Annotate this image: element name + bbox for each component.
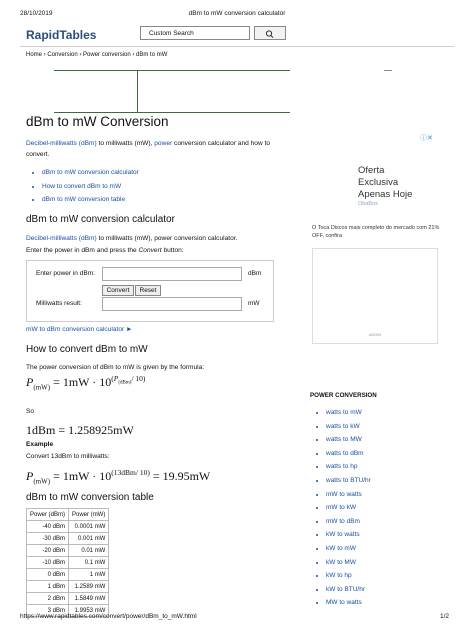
table-cell: -10 dBm — [27, 557, 69, 569]
sidebar-item-kw-to-mw[interactable]: • kW to mW — [326, 542, 371, 556]
header-divider — [20, 46, 454, 47]
input-label: Enter power in dBm: — [36, 270, 95, 277]
close-icon[interactable]: ✕ — [427, 135, 433, 142]
table-cell: -40 dBm — [27, 521, 69, 533]
reset-button[interactable]: Reset — [135, 285, 161, 296]
sidebar-item-watts-to-dbm[interactable]: • watts to dBm — [326, 447, 371, 461]
table-cell: 1.5849 mW — [69, 593, 109, 605]
sidebar-item-watts-to-mw[interactable]: • watts to mW — [326, 406, 371, 420]
toc-item-howto[interactable]: • How to convert dBm to mW — [42, 180, 139, 194]
search-input[interactable]: Custom Search — [140, 26, 250, 40]
result-unit: mW — [248, 300, 260, 307]
toc-item-calculator[interactable]: • dBm to mW conversion calculator — [42, 166, 139, 180]
table-row — [27, 545, 109, 557]
table-header-mw: Power (mW) — [69, 509, 109, 521]
calc-instr-end: button: — [161, 247, 184, 254]
ad-image[interactable] — [312, 248, 438, 344]
table-row — [27, 533, 109, 545]
table-row — [27, 593, 109, 605]
example-text: Convert 13dBm to milliwatts: — [26, 453, 110, 460]
table-cell: 0 dBm — [27, 569, 69, 581]
table-cell: 0.1 mW — [69, 557, 109, 569]
intro-text-end: conversion calculator and how to convert. — [26, 140, 271, 158]
sidebar-item-kw-to-btu[interactable]: • kW to BTU/hr — [326, 583, 371, 597]
search-icon — [255, 28, 285, 40]
table-cell: 1 dBm — [27, 581, 69, 593]
table-cell: 1.9953 mW — [69, 605, 109, 617]
ad-title-line: Oferta — [358, 165, 385, 176]
table-row — [27, 581, 109, 593]
ad-frame-tick — [384, 70, 392, 71]
so-label: So — [26, 408, 35, 415]
calc-intro-link[interactable]: Decibel-milliwatts (dBm) — [26, 235, 97, 242]
table-cell: -30 dBm — [27, 533, 69, 545]
table-header-row — [27, 509, 109, 521]
formula-one-dbm: 1dBm = 1.258925mW — [26, 423, 134, 437]
result-label: Milliwatts result: — [36, 300, 82, 307]
ad-title-line: Apenas Hoje — [358, 189, 413, 200]
search-button[interactable] — [254, 26, 286, 40]
print-date: 28/10/2019 — [20, 10, 53, 17]
dbm-input[interactable] — [102, 267, 242, 281]
ad-image-caption: ADDIN — [368, 332, 382, 337]
table-cell: 0.0001 mW — [69, 521, 109, 533]
table-row — [27, 521, 109, 533]
sidebar-item-watts-to-kw[interactable]: • watts to kW — [326, 420, 371, 434]
sidebar-list — [318, 406, 371, 610]
sidebar-item-watts-to-btu[interactable]: • watts to BTU/hr — [326, 474, 371, 488]
mw-to-dbm-link[interactable]: mW to dBm conversion calculator ► — [26, 326, 133, 333]
howto-text: The power conversion of dBm to mW is given by the formula: — [26, 364, 205, 371]
breadcrumb[interactable]: Home › Conversion › Power conversion › dBm to mW — [26, 52, 168, 58]
calc-heading: dBm to mW conversion calculator — [26, 214, 175, 225]
table-heading: dBm to mW conversion table — [26, 492, 154, 503]
sidebar-item-mw-mega-to-watts[interactable]: • MW to watts — [326, 596, 371, 610]
toc-item-table[interactable]: • dBm to mW conversion table — [42, 193, 139, 207]
mw-result-field[interactable] — [102, 297, 242, 311]
intro-link-dbm[interactable]: Decibel-milliwatts (dBm) — [26, 140, 97, 147]
print-page-title: dBm to mW conversion calculator — [188, 10, 286, 17]
table-cell: 0.001 mW — [69, 533, 109, 545]
ad-title-line: Exclusiva — [358, 177, 399, 188]
convert-button[interactable]: Convert — [102, 285, 134, 296]
example-result: = 19.95mW — [152, 469, 211, 483]
table-of-contents — [34, 166, 139, 207]
table-cell: 0.01 mW — [69, 545, 109, 557]
sidebar-item-mw-to-kw[interactable]: • mW to kW — [326, 501, 371, 515]
sidebar-item-kw-to-mw-mega[interactable]: • kW to MW — [326, 556, 371, 570]
table-cell: 1 mW — [69, 569, 109, 581]
table-cell: -20 dBm — [27, 545, 69, 557]
calc-intro-text: to milliwatts (mW), power conversion calculator. — [96, 235, 238, 242]
table-cell: 1.2589 mW — [69, 581, 109, 593]
ad-source: ObaBox — [358, 201, 378, 207]
formula-example: $P_{(mW)} = 1mW \cdot 10^{(13dBm/ 10)} = 19.95mW$ — [26, 468, 211, 486]
formula-general: $P_{(mW)} = 1mW \cdot 10^{(P_{(dBm)}/ 10)}$ — [26, 374, 146, 392]
intro-paragraph — [26, 138, 284, 160]
print-footer-url: https://www.rapidtables.com/convert/power/dBm_to_mW.html — [20, 613, 197, 620]
sidebar-item-watts-to-mw-mega[interactable]: • watts to MW — [326, 433, 371, 447]
ad-frame-divider — [137, 70, 138, 112]
howto-heading: How to convert dBm to mW — [26, 344, 148, 355]
calc-instructions — [26, 245, 286, 256]
page-title: dBm to mW Conversion — [26, 114, 169, 129]
intro-link-power[interactable]: power — [154, 140, 173, 147]
sidebar-item-mw-to-watts[interactable]: • mW to watts — [326, 488, 371, 502]
ad-frame-top — [54, 70, 290, 71]
ad-title[interactable] — [358, 165, 412, 201]
table-row — [27, 569, 109, 581]
sidebar-heading: POWER CONVERSION — [310, 392, 377, 399]
ad-choices-icon[interactable]: ⓘ — [420, 135, 427, 142]
calc-intro — [26, 233, 286, 244]
ad-controls[interactable] — [420, 133, 433, 143]
example-heading: Example — [26, 441, 54, 448]
table-cell: 2 dBm — [27, 593, 69, 605]
sidebar-item-watts-to-hp[interactable]: • watts to hp — [326, 460, 371, 474]
print-footer-page: 1/2 — [440, 613, 450, 620]
ad-frame-bottom — [54, 112, 290, 113]
ad-description: O Toca Discos mais completo do mercado com 21% OFF, confira — [312, 225, 440, 239]
sidebar-item-kw-to-hp[interactable]: • kW to hp — [326, 569, 371, 583]
calc-instr-convert: Convert — [138, 247, 162, 254]
site-logo[interactable]: RapidTables — [26, 28, 97, 42]
sidebar-item-mw-to-dbm[interactable]: • mW to dBm — [326, 515, 371, 529]
intro-text: to milliwatts (mW), — [96, 140, 155, 147]
table-row — [27, 557, 109, 569]
table-cell: 3 dBm — [27, 605, 69, 617]
table-header-dbm: Power (dBm) — [27, 509, 69, 521]
sidebar-item-kw-to-watts[interactable]: • kW to watts — [326, 528, 371, 542]
input-unit: dBm — [248, 270, 262, 277]
calc-instr-text: Enter the power in dBm and press the — [26, 247, 139, 254]
conversion-table — [26, 508, 109, 617]
